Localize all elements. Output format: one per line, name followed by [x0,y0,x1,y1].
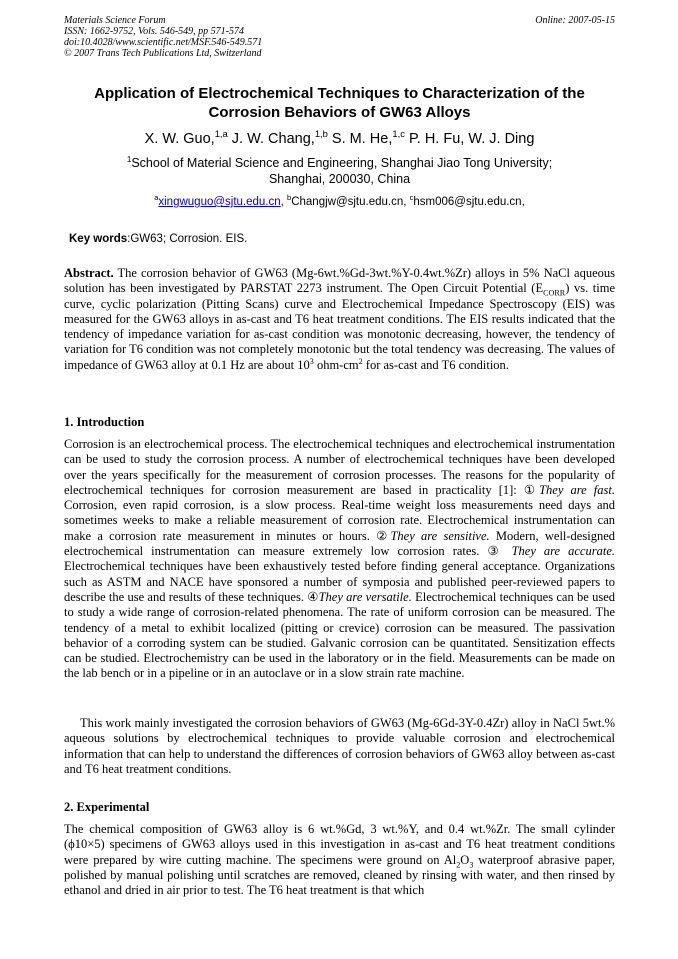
intro-text: Modern, well-designed electrochemical instrumentation can measure extremely low corrosion rates. ③ [64,528,615,559]
email-sep: , [280,196,288,208]
email-list [64,195,615,209]
emphasis: They are versatile. [318,589,412,604]
email-text: hsm006@sjtu.edu.cn, [413,196,525,208]
abstract-label: Abstract. [64,266,114,280]
author-affil-mark: 1,b [314,128,328,140]
email-mark: b [287,193,292,203]
email-text: Changjw@sjtu.edu.cn [291,196,404,208]
abstract-text: for as-cast and T6 condition. [362,357,509,372]
keywords-text: :GW63; Corrosion. EIS. [127,233,248,245]
author-affil-mark: 1,a [214,128,228,140]
intro-paragraph-2: This work mainly investigated the corrosion behaviors of GW63 (Mg-6Gd-3Y-0.4Zr) alloy in NaCl 5wt.% aqueous solutions by electrochemical techniques to provide valuable corrosion and electrochemical information that can help to understand the differences of corrosion behaviors of GW63 alloy between as-cast and T6 heat treatment conditions. [64,716,615,776]
abstract [64,266,615,373]
superscript: 3 [309,356,314,366]
author-name: P. H. Fu, W. J. Ding [404,131,535,147]
author-name: X. W. Guo, [144,131,215,147]
email-link[interactable]: xingwuguo@sjtu.edu.cn [158,196,281,208]
abstract-text: The corrosion behavior of GW63 (Mg-6wt.%Gd-3wt.%Y-0.4wt.%Zr) alloys in 5% NaCl aqueous solution has been investigated by PARSTAT 2273 instrument. The Open Circuit Potential (E [64,266,615,296]
affiliation [64,155,615,187]
emphasis: They are fast. [539,482,615,497]
keywords [69,232,247,246]
paper-title: Application of Electrochemical Techniques to Characterization of the Corrosion Behaviors of GW63 Alloys [94,85,585,121]
experimental-paragraph [64,822,615,898]
emphasis: They are sensitive. [390,528,490,543]
email-sep: , [403,196,410,208]
author-name: S. M. He, [327,131,393,147]
section-heading-experimental: 2. Experimental [64,800,150,814]
intro-text: Electrochemical techniques have been exhaustively tested before finding general acceptance. Organizations such as ASTM and NACE have sponsored a number of symposia and published peer-reviewed papers to describe the use and results of these techniques. ④ [64,559,615,604]
affil-line: Shanghai, 200030, China [268,172,411,186]
subscript: 3 [469,860,474,870]
intro-paragraph [64,437,615,682]
emphasis: They are accurate. [511,544,615,559]
subscript: 2 [456,860,461,870]
exp-text: waterproof abrasive paper, polished by manual polishing until scratches are removed, cleaned by rinsing with water, and then rinsed by ethanol and dried in air prior to test. The T6 heat treatment is that which [64,852,615,898]
abstract-text: ) vs. time curve, cyclic polarization (Pitting Scans) curve and Electrochemical Impedance Spectroscopy (EIS) was measured for the GW63 alloys in as-cast and T6 heat treatment conditions. The EIS results indicated that the tendency of impedance variation for as-cast condition was monotonic decreasing, however, the tendency of variation for T6 condition was not completely monotonic but the total tendency was decreasing. The values of impedance of GW63 alloy at 0.1 Hz are about 10 [64,281,615,372]
section-heading-introduction: 1. Introduction [64,415,145,429]
subscript: CORR [543,288,566,298]
intro-text: Electrochemical techniques can be used to study a wide range of corrosion-related phenomena. The rate of uniform corrosion can be measured. The tendency of a metal to exhibit localized (pitting or crevice) corrosion can be measured. The passivation behavior of a corroding system can be studied. Galvanic corrosion can be quantitated. Sensitization effects can be studied. Electrochemistry can be used in the laboratory or in the field. Measurements can be made on the lab bench or in a pipeline or in an autoclave or in a slow strain rate machine. [64,589,615,681]
affil-line: School of Material Science and Engineering, Shanghai Jiao Tong University; [131,156,553,170]
intro-text: Corrosion is an electrochemical process. The electrochemical techniques and electrochemical instrumentation can be used to study the corrosion process. A number of electrochemical techniques have been developed over the years specifically for the measurement of corrosion processes. The reasons for the popularity of electrochemical techniques for corrosion measurement are based in practicality [1]: ① [64,437,615,497]
author-affil-mark: 1,c [392,128,405,140]
journal-info: Materials Science Forum ISSN: 1662-9752, Vols. 546-549, pp 571-574 doi:10.4028/www.scientific.net/MSF.546-549.571 © 2007 Trans Tech Publications Ltd, Switzerland [64,15,263,59]
exp-text: The chemical composition of GW63 alloy is 6 wt.%Gd, 3 wt.%Y, and 0.4 wt.%Zr. The small cylinder (ϕ10×5) specimens of GW63 alloys used in this investigation in as-cast and T6 heat treatment conditions were prepared by wire cutting machine. The specimens were ground on Al [64,822,615,867]
email-mark: a [154,193,159,203]
author-list [64,130,615,148]
superscript: 2 [358,356,363,366]
affil-mark: 1 [126,154,132,164]
email-mark: c [409,193,414,203]
online-date: Online: 2007-05-15 [535,15,615,26]
author-name: J. W. Chang, [227,131,315,147]
intro-text: Corrosion, even rapid corrosion, is a slow process. Real-time weight loss measurements need days and sometimes weeks to make a reliable measurement of corrosion rate. Electrochemical instrumentation can make a corrosion rate measurement in minutes or hours. ② [64,498,615,543]
exp-text: O [460,852,470,867]
abstract-text: ohm-cm [313,357,359,372]
keywords-label: Key words [69,233,128,245]
